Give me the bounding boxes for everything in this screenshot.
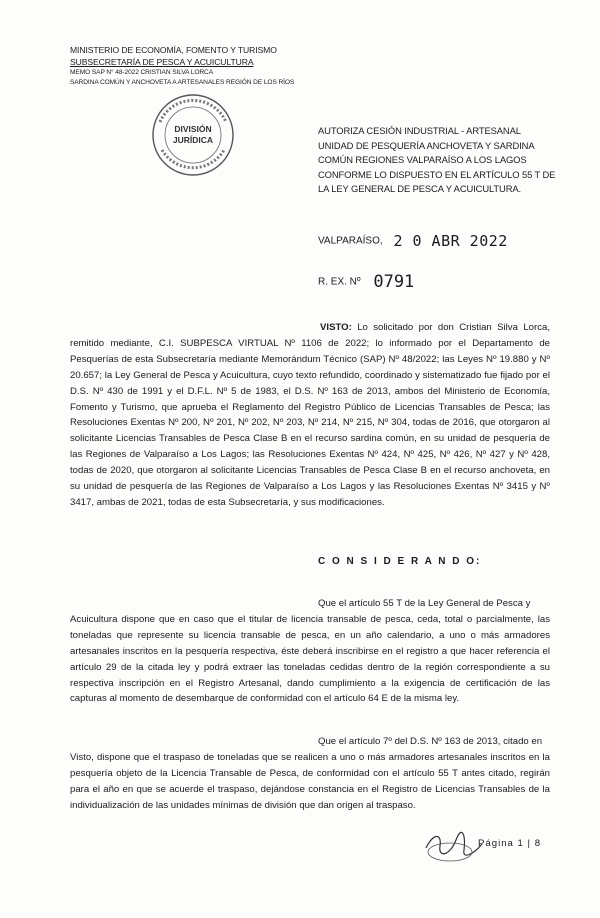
subject-reference: SARDINA COMÚN Y ANCHOVETA A ARTESANALES REGIÓN DE LOS RÍOS [70, 79, 295, 86]
seal-icon [150, 92, 236, 178]
rex-label: R. EX. Nº [318, 276, 361, 288]
date-line [318, 232, 508, 250]
visto-text: Lo solicitado por don Cristian Silva Lorca, remitido mediante, C.I. SUBPESCA VIRTUAL Nº 1106 de 2022; lo informado por el Departamento de Pesquerías de esta Subsecretaría mediante Memorándum Técnico (SAP) Nº 48/2022; las Leyes Nº 19.880 y Nº 20.657; la Ley General de Pesca y Acuicultura, cuyo texto refundido, coordinado y sistematizado fue fijado por el D.S. Nº 430 de 1991 y el D.F.L. Nº 5 de 1983, el D.S. Nº 163 de 2013, ambos del Ministerio de Economía, Fomento y Turismo, que aprueba el Reglamento del Registro Público de Licencias Transables de Pesca; las Resoluciones Exentas Nº 200, Nº 201, Nº 202, Nº 203, Nº 214, Nº 215, Nº 304, todas de 2016, que otorgaron al solicitante Licencias Transables de Pesca Clase B en el recurso sardina común, en su unidad de pesquería de las Regiones de Valparaíso a Los Lagos; las Resoluciones Exentas Nº 424, Nº 425, Nº 426, Nº 427 y Nº 428, todas de 2020, que otorgaron al solicitante Licencias Transables de Pesca Clase B en el recurso anchoveta, en su unidad de pesquería de las Regiones de Valparaíso a Los Lagos y las Resoluciones Exentas Nº 3415 y Nº 3417, ambas de 2021, todas de esta Subsecretaría, y sus modificaciones. [70, 322, 550, 508]
considerando-1-text: Acuicultura dispone que en caso que el titular de licencia transable de pesca, ceda, total o parcialmente, las toneladas que represente su licencia transable de pesca, en un año calendario, a uno o más armadores artesanales inscritos en la pesquería respectiva, éste deberá inscribirse en el registro a que hacer referencia el artículo 29 de la citada ley y podrá extraer las toneladas cedidas dentro de la región correspondiente a su respectiva inscripción en el Registro Artesanal, dando cumplimiento a la exigencia de certificación de las capturas al momento de desembarque de conformidad con el artículo 64 E de la misma ley. [70, 613, 550, 705]
considerando-1-lead: Que el artículo 55 T de la Ley General de Pesca y [318, 598, 531, 609]
page-number: Página 1 | 8 [478, 838, 542, 849]
seal-line-2: JURÍDICA [172, 135, 214, 145]
considerando-2-lead: Que el artículo 7º del D.S. Nº 163 de 2013, citado en [318, 736, 543, 747]
division-juridica-seal [150, 92, 236, 178]
date-label: VALPARAÍSO, [318, 235, 383, 247]
considerando-paragraph-1 [70, 596, 550, 707]
visto-paragraph [70, 320, 550, 511]
considerando-2-text: Visto, dispone que el traspaso de toneladas que se realicen a uno o más armadores artesanales inscritos en la pesquería objeto de la Licencia Transable de Pesca, de conformidad con el artículo 55 T antes citado, regirán para el año en que se acuerde el traspaso, dejándose constancia en el Registro de Licencias Transables de la individualización de las unidades mínimas de división que dan origen al traspaso. [70, 751, 550, 811]
considerando-paragraph-2 [70, 734, 550, 814]
resolution-title: AUTORIZA CESIÓN INDUSTRIAL - ARTESANAL UNIDAD DE PESQUERÍA ANCHOVETA Y SARDINA COMÚN REGIONES VALPARAÍSO A LOS LAGOS CONFORME LO DISPUESTO EN EL ARTÍCULO 55 T DE LA LEY GENERAL DE PESCA Y ACUICULTURA. [318, 125, 556, 195]
considerando-heading: C O N S I D E R A N D O: [318, 556, 482, 567]
institution-header [70, 44, 320, 88]
subsecretaria-name: SUBSECRETARÍA DE PESCA Y ACUICULTURA [70, 57, 254, 67]
ministry-name: MINISTERIO DE ECONOMÍA, FOMENTO Y TURISMO [70, 45, 277, 55]
date-stamp: 2 0 ABR 2022 [393, 232, 508, 250]
visto-label: VISTO: [320, 322, 352, 333]
seal-line-1: DIVISIÓN [174, 124, 212, 134]
rex-number: 0791 [373, 272, 415, 292]
memo-reference: MEMO SAP N° 48-2022 CRISTIAN SILVA LORCA [70, 69, 214, 76]
resolution-number-line [318, 272, 414, 292]
